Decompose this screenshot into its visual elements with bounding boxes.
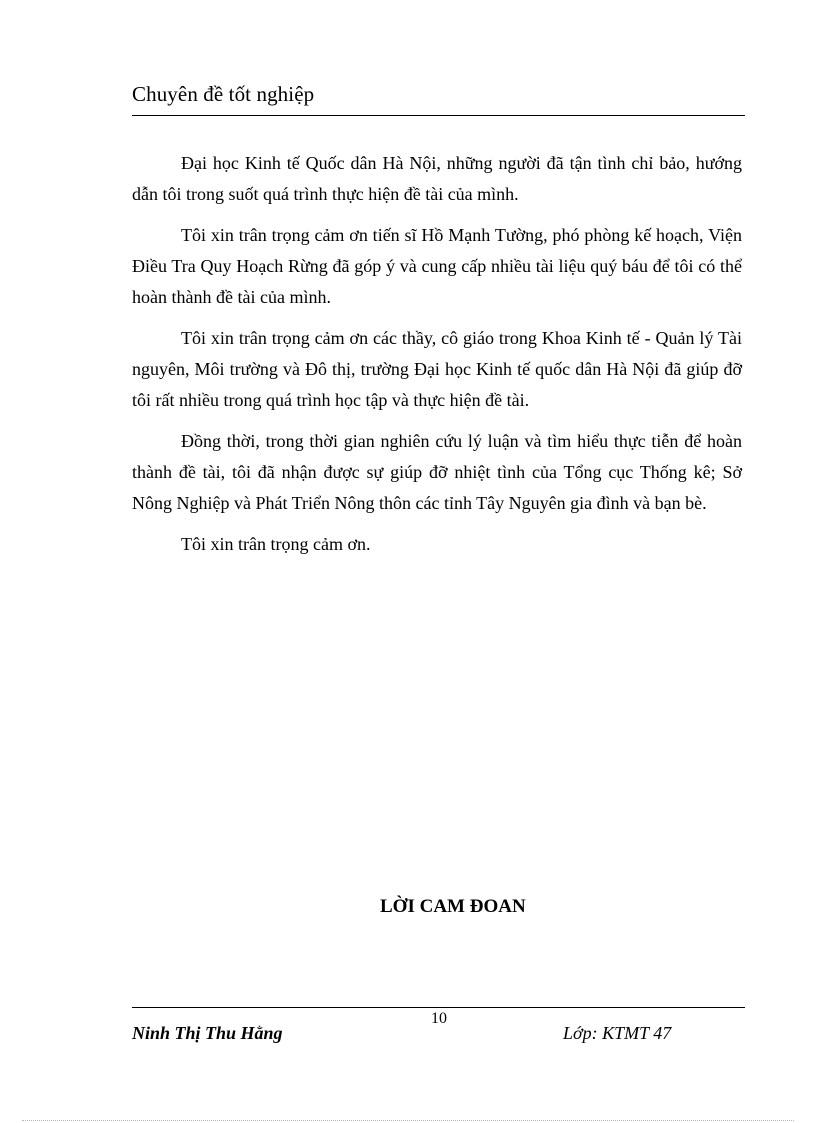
page-number: 10	[431, 1010, 447, 1027]
footer-divider	[132, 1007, 745, 1008]
page-edge-divider	[22, 1120, 794, 1121]
section-heading: LỜI CAM ĐOAN	[380, 896, 526, 917]
class-label: Lớp: KTMT 47	[563, 1023, 672, 1043]
header-divider	[132, 115, 745, 116]
paragraph: Tôi xin trân trọng cảm ơn tiến sĩ Hồ Mạnh Tường, phó phòng kế hoạch, Viện Điều Tra Quy Hoạch Rừng đã góp ý và cung cấp nhiều tài liệu quý báu để tôi có thể hoàn thành đề tài của mình.	[132, 225, 742, 307]
paragraph: Đại học Kinh tế Quốc dân Hà Nội, những người đã tận tình chỉ bảo, hướng dẫn tôi trong suốt quá trình thực hiện đề tài của mình.	[132, 153, 742, 204]
author-name: Ninh Thị Thu Hằng	[132, 1023, 283, 1043]
header-title: Chuyên đề tốt nghiệp	[132, 82, 315, 106]
paragraph: Tôi xin trân trọng cảm ơn các thầy, cô giáo trong Khoa Kinh tế - Quản lý Tài nguyên, Môi trường và Đô thị, trường Đại học Kinh tế quốc dân Hà Nội đã giúp đỡ tôi rất nhiều trong quá trình học tập và thực hiện đề tài.	[132, 328, 742, 410]
paragraph: Tôi xin trân trọng cảm ơn.	[181, 534, 371, 554]
paragraph: Đồng thời, trong thời gian nghiên cứu lý luận và tìm hiểu thực tiễn để hoàn thành đề tài, tôi đã nhận được sự giúp đỡ nhiệt tình của Tổng cục Thống kê; Sở Nông Nghiệp và Phát Triển Nông thôn các tỉnh Tây Nguyên gia đình và bạn bè.	[132, 431, 742, 513]
body-text	[132, 148, 742, 570]
